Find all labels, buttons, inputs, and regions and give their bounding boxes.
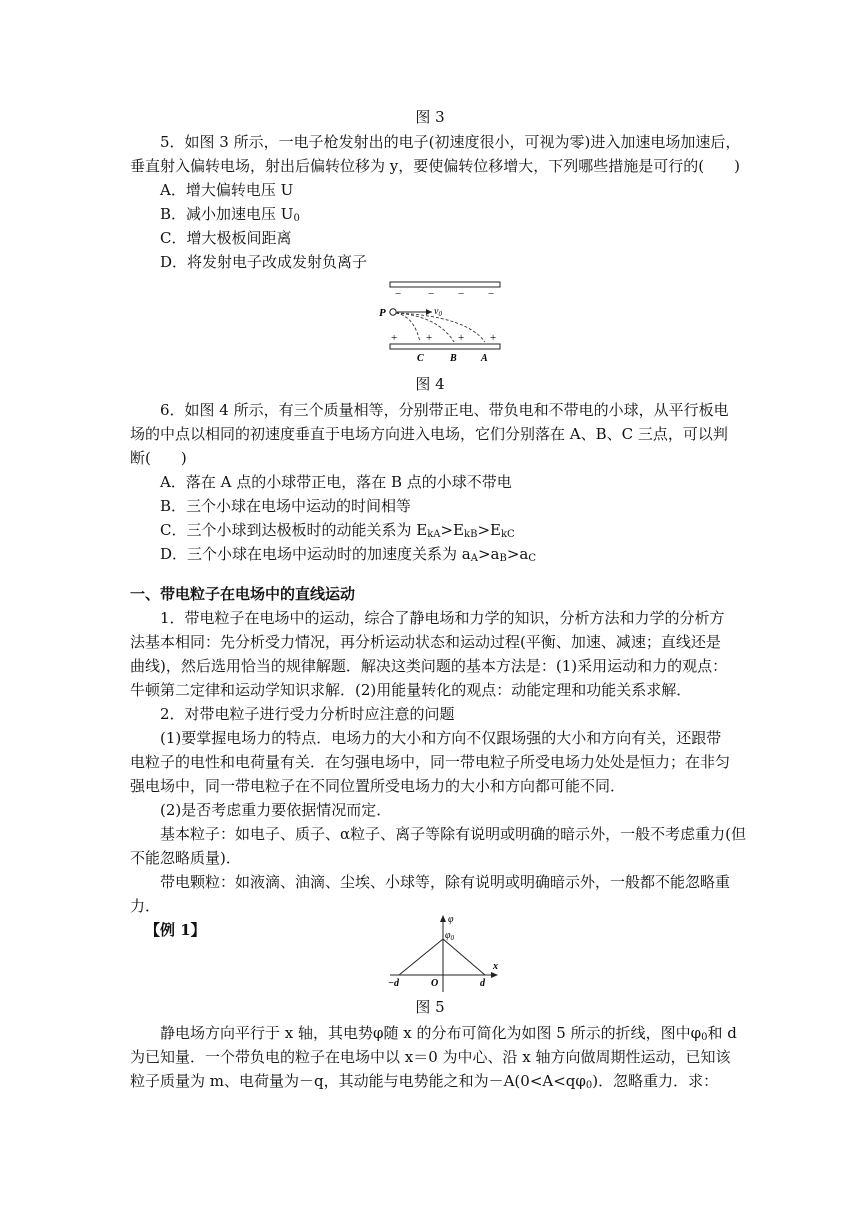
plus-sign-1: + — [391, 332, 398, 344]
example-1-line-3 — [130, 1072, 718, 1090]
label-v-sub: 0 — [438, 310, 442, 318]
paragraph-1-line-4: 牛顿第二定律和运动学知识求解．(2)用能量转化的观点：动能定理和功能关系求解． — [130, 681, 692, 699]
plus-sign-3: + — [458, 332, 465, 344]
label-d: d — [480, 978, 485, 989]
top-plate — [390, 282, 500, 287]
q5-option-b-sub: 0 — [293, 213, 300, 224]
q6-d-gt-1: >a — [477, 545, 500, 563]
paragraph-5-line-2: 不能忽略质量)． — [130, 849, 241, 867]
velocity-arrowhead — [426, 309, 432, 315]
q6-option-d — [160, 545, 536, 563]
q6-c-gt-2: >E — [477, 521, 501, 539]
example-1-line-3-end: )．忽略重力．求： — [592, 1072, 719, 1090]
label-origin: O — [431, 978, 439, 989]
q5-option-b — [160, 205, 300, 223]
q6-c-sub-2: kB — [464, 529, 478, 540]
q6-c-sub-3: kC — [500, 529, 515, 540]
paragraph-3-line-1: (1)要掌握电场力的特点．电场力的大小和方向不仅跟场强的大小和方向有关，还跟带 — [160, 729, 722, 747]
minus-sign-1: − — [395, 288, 402, 300]
q5-option-c: C．增大极板间距离 — [160, 229, 292, 247]
example-1-line-1 — [160, 1024, 737, 1042]
paragraph-4: (2)是否考虑重力要依据情况而定． — [160, 801, 392, 819]
minus-sign-2: − — [428, 288, 435, 300]
figure-5-caption: 图 5 — [415, 998, 445, 1016]
potential-polyline — [399, 939, 485, 975]
figure-5-diagram — [380, 908, 510, 994]
bottom-plate — [390, 344, 500, 349]
label-phi: φ — [448, 914, 454, 925]
q6-line-2: 场的中点以相同的初速度垂直于电场方向进入电场，它们分别落在 A、B、C 三点，可以判 — [130, 425, 728, 443]
q5-option-b-text: B．减小加速电压 U — [160, 205, 294, 223]
example-1-line-3-text: 粒子质量为 m、电荷量为－q，其动能与电势能之和为－A(0<A<qφ — [130, 1072, 586, 1090]
paragraph-5-line-1: 基本粒子：如电子、质子、α粒子、离子等除有说明或明确的暗示外，一般不考虑重力(但 — [160, 825, 746, 843]
label-neg-d: −d — [388, 978, 400, 989]
label-v: v — [434, 306, 439, 317]
example-1-line-1-sub: 0 — [701, 1032, 708, 1043]
q5-line-1: 5．如图 3 所示，一电子枪发射出的电子(初速度很小，可视为零)进入加速电场加速后， — [160, 133, 741, 151]
example-label: 【例 1】 — [145, 921, 206, 939]
trajectory-b — [396, 313, 454, 342]
label-phi0-sub: 0 — [450, 934, 455, 942]
minus-sign-3: − — [458, 288, 465, 300]
q6-d-gt-2: >a — [506, 545, 529, 563]
label-a: A — [481, 353, 488, 364]
paragraph-1-line-2: 法基本相同：先分析受力情况，再分析运动状态和运动过程(平衡、加速、减速；直线还是 — [130, 633, 721, 651]
q5-option-a: A．增大偏转电压 U — [160, 181, 294, 199]
example-1-line-2: 为已知量．一个带负电的粒子在电场中以 x＝0 为中心、沿 x 轴方向做周期性运动，已知该 — [130, 1048, 731, 1066]
plus-sign-2: + — [426, 332, 433, 344]
q6-c-sub-1: kA — [427, 529, 441, 540]
q6-option-a: A．落在 A 点的小球带正电，落在 B 点的小球不带电 — [160, 473, 512, 491]
label-phi0 — [445, 930, 455, 942]
ball-start — [390, 309, 396, 315]
q5-option-d: D．将发射电子改成发射负离子 — [160, 253, 368, 271]
paragraph-6-line-1: 带电颗粒：如液滴、油滴、尘埃、小球等，除有说明或明确暗示外，一般都不能忽略重 — [160, 873, 731, 891]
label-p: P — [379, 307, 386, 319]
label-c: C — [417, 353, 424, 364]
example-1-line-1-text: 静电场方向平行于 x 轴，其电势φ随 x 的分布可简化为如图 5 所示的折线，图中φ — [160, 1024, 702, 1042]
paragraph-2: 2．对带电粒子进行受力分析时应注意的问题 — [160, 705, 455, 723]
paragraph-3-line-3: 强电场中，同一带电粒子在不同位置所受电场力的大小和方向都可能不同． — [130, 777, 626, 795]
paragraph-1-line-3: 曲线)，然后选用恰当的规律解题．解决这类问题的基本方法是：(1)采用运动和力的观点： — [130, 657, 728, 675]
q6-option-d-text: D．三个小球在电场中运动时的加速度关系为 a — [160, 545, 471, 563]
paragraph-3-line-2: 电粒子的电性和电荷量有关．在匀强电场中，同一带电粒子所受电场力处处是恒力；在非匀 — [130, 753, 731, 771]
plus-sign-4: + — [490, 332, 497, 344]
paragraph-6-line-2: 力． — [130, 897, 161, 915]
minus-sign-4: − — [488, 288, 495, 300]
label-x: x — [493, 961, 498, 972]
example-1-line-1-end: 和 d — [707, 1024, 737, 1042]
paragraph-1-line-1: 1．带电粒子在电场中的运动，综合了静电场和力学的知识，分析方法和力学的分析方 — [160, 609, 725, 627]
figure-4-caption: 图 4 — [415, 375, 445, 393]
q6-line-1: 6．如图 4 所示，有三个质量相等，分别带正电、带负电和不带电的小球，从平行板电 — [160, 401, 729, 419]
phi-axis-arrowhead — [440, 915, 446, 922]
label-phi0-main: φ — [445, 930, 451, 941]
section-heading: 一、带电粒子在电场中的直线运动 — [130, 585, 356, 603]
label-v0 — [434, 306, 442, 318]
q6-option-c-text: C．三个小球到达极板时的动能关系为 E — [160, 521, 428, 539]
q6-d-sub-1: A — [470, 553, 478, 564]
q6-option-c — [160, 521, 515, 539]
q6-c-gt-1: >E — [440, 521, 465, 539]
example-1-line-3-sub: 0 — [585, 1080, 593, 1091]
q6-line-3: 断( ) — [130, 449, 187, 467]
q6-d-sub-3: C — [528, 553, 537, 564]
q6-option-b: B．三个小球在电场中运动的时间相等 — [160, 497, 412, 515]
x-axis-arrowhead — [491, 972, 498, 978]
figure-4-diagram — [370, 278, 510, 368]
label-b: B — [450, 353, 457, 364]
figure-3-caption: 图 3 — [415, 108, 445, 126]
q6-d-sub-2: B — [499, 553, 507, 564]
q5-line-2: 垂直射入偏转电场，射出后偏转位移为 y，要使偏转位移增大，下列哪些措施是可行的( ) — [130, 157, 740, 175]
trajectory-c — [396, 313, 420, 342]
